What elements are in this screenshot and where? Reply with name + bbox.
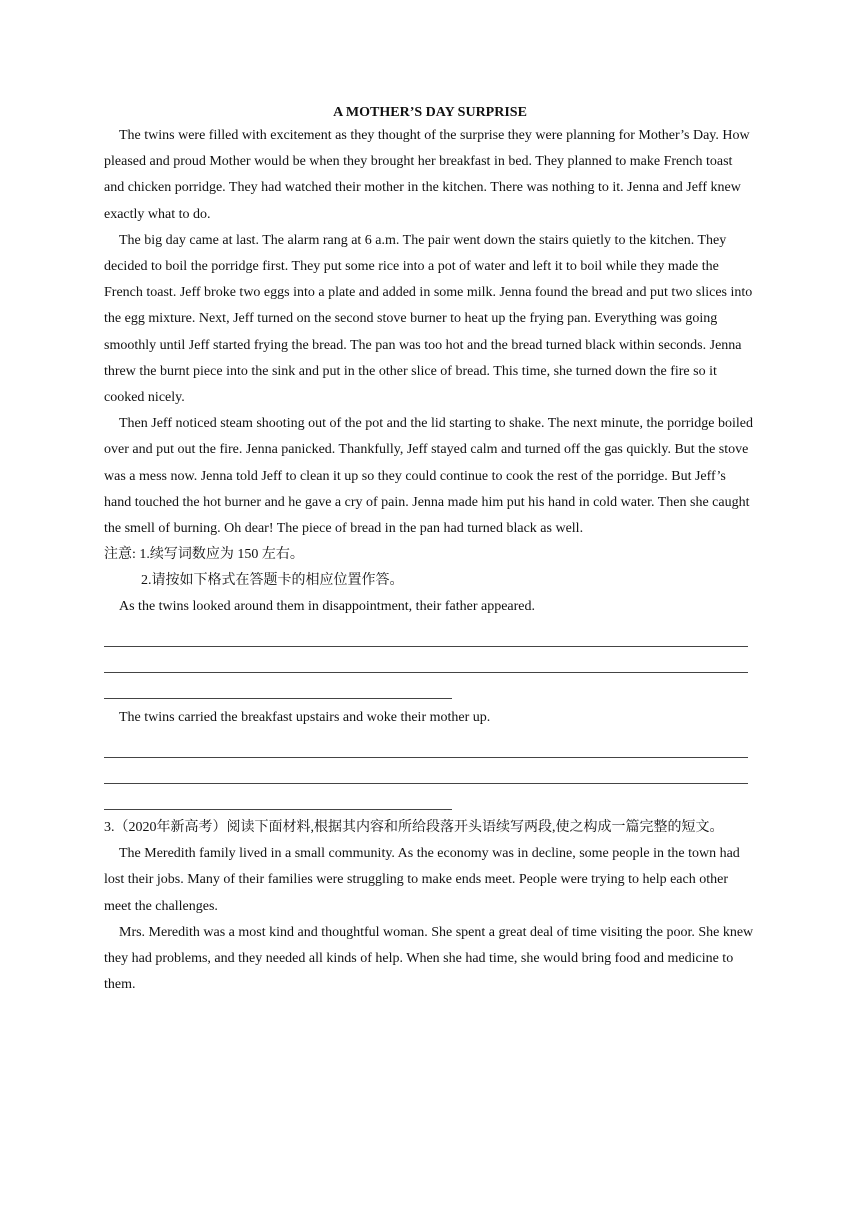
story-title: A MOTHER’S DAY SURPRISE (333, 105, 527, 120)
answer-lines-1 (104, 620, 756, 699)
story-paragraph-3: Then Jeff noticed steam shooting out of the pot and the lid starting to shake. The next minute, the porridge boiled over and put out the fire. Jenna panicked. Thankfully, Jeff stayed calm and turned off the gas quickly. But the stove was a mess now. Jenna told Jeff to clean it up so they could continue to cook the rest of the porridge. But Jeff’s hand touched the hot burner and he gave a cry of pain. Jenna made him put his hand in cold water. Then she caught the smell of burning. Oh dear! The piece of bread in the pan had turned black as well. (104, 416, 754, 537)
story-paragraph-2: The big day came at last. The alarm rang at 6 a.m. The pair went down the stairs quietly to the kitchen. They decided to boil the porridge first. They put some rice into a pot of water and left it to boil while they made the French toast. Jeff broke two eggs into a plate and added in some milk. Jenna found the bread and put two slices into the egg mixture. Next, Jeff turned on the second stove burner to heat up the frying pan. Everything was going smoothly until Jeff started frying the bread. The pan was too hot and the bread turned black within seconds. Jenna threw the burnt piece into the sink and put in the other slice of bread. This time, she turned down the fire so it cooked nicely. (104, 232, 753, 406)
continuation-prompt-2: The twins carried the breakfast upstairs and woke their mother up. (119, 710, 491, 726)
question-3-paragraph-1: The Meredith family lived in a small community. As the economy was in decline, some people in the town had lost their jobs. Many of their families were struggling to make ends meet. People were trying to help each other meet the challenges. (104, 846, 740, 914)
instruction-note-2: 2.请按如下格式在答题卡的相应位置作答。 (141, 573, 404, 589)
answer-line (104, 809, 452, 810)
answer-line (104, 698, 452, 699)
question-3-paragraph-2: Mrs. Meredith was a most kind and thoughtful woman. She spent a great deal of time visiting the poor. She knew they had problems, and they needed all kinds of help. When she had time, she would bring food and medicine to them. (104, 924, 754, 993)
continuation-prompt-1: As the twins looked around them in disappointment, their father appeared. (119, 599, 536, 615)
story-paragraph-1: The twins were filled with excitement as they thought of the surprise they were planning for Mother’s Day. How pleased and proud Mother would be when they brought her breakfast in bed. They planned to make French toast and chicken porridge. They had watched their mother in the kitchen. There was nothing to it. Jenna and Jeff knew exactly what to do. (104, 128, 750, 222)
document-page (104, 100, 756, 998)
answer-lines-2 (104, 731, 756, 810)
question-3-heading: 3.（2020年新高考）阅读下面材料,根据其内容和所给段落开头语续写两段,使之构成一篇完整的短文。 (104, 820, 724, 836)
instruction-note-1: 注意: 1.续写词数应为 150 左右。 (104, 547, 304, 563)
